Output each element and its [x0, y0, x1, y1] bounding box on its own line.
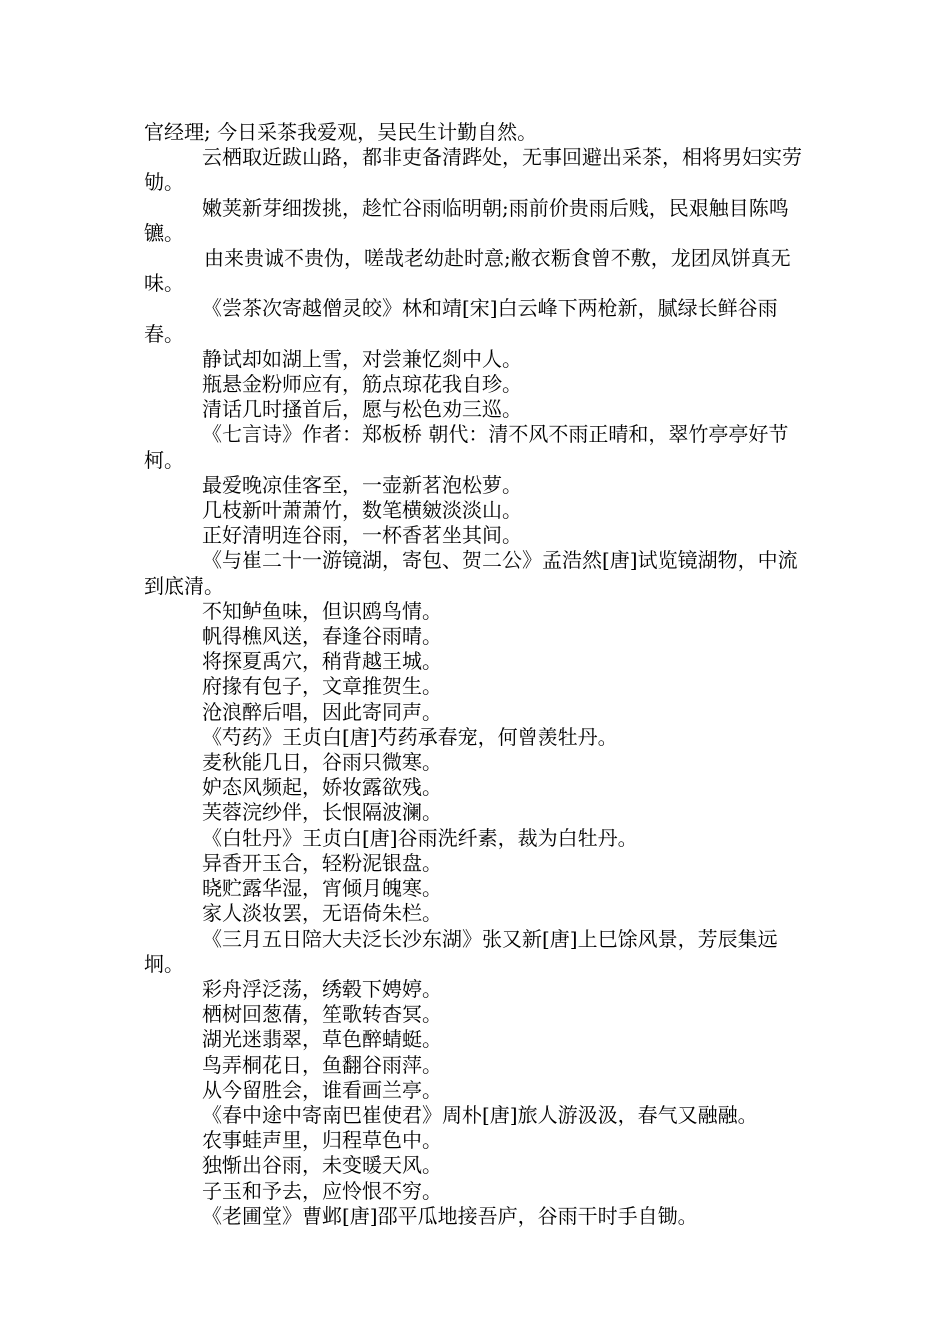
poem-line: 不知鲈鱼味，但识鸥鸟情。	[202, 598, 442, 623]
poem-line: 沧浪醉后唱，因此寄同声。	[202, 699, 442, 724]
paragraph: 嫩荚新芽细拨挑，趁忙谷雨临明朝;雨前价贵雨后贱，民艰触目陈鸣镳。	[144, 195, 789, 245]
poem-line: 麦秋能几日，谷雨只微寒。	[202, 750, 442, 775]
paragraph: 由来贵诚不贵伪，嗟哉老幼赴时意;敝衣粝食曾不敷，龙团凤饼真无味。	[144, 246, 791, 296]
paragraph: 云栖取近跋山路，都非吏备清跸处，无事回避出采茶，相将男妇实劳劬。	[144, 145, 802, 195]
poem-line: 最爱晚凉佳客至，一壶新茗泡松萝。	[202, 472, 522, 497]
poem-heading: 《尝茶次寄越僧灵皎》林和靖[宋]白云峰下两枪新，腻绿长鲜谷雨春。	[144, 296, 778, 346]
poem-heading: 《与崔二十一游镜湖，寄包、贺二公》孟浩然[唐]试览镜湖物，中流到底清。	[144, 548, 798, 598]
poem-line: 从今留胜会，谁看画兰亭。	[202, 1077, 442, 1102]
poem-heading: 《三月五日陪大夫泛长沙东湖》张又新[唐]上巳馀风景，芳辰集远坰。	[144, 926, 778, 976]
poem-line: 异香开玉合，轻粉泥银盘。	[202, 850, 442, 875]
poem-heading: 《七言诗》作者：郑板桥 朝代：清不风不雨正晴和，翠竹亭亭好节柯。	[144, 422, 789, 472]
poem-line: 家人淡妆罢，无语倚朱栏。	[202, 901, 442, 926]
poem-line: 几枝新叶萧萧竹，数笔横皴淡淡山。	[202, 498, 522, 523]
poem-line: 晓贮露华湿，宵倾月魄寒。	[202, 876, 442, 901]
poem-line: 独惭出谷雨，未变暖天风。	[202, 1153, 442, 1178]
poem-line: 湖光迷翡翠，草色醉蜻蜓。	[202, 1027, 442, 1052]
poem-line: 妒态风频起，娇妆露欲残。	[202, 775, 442, 800]
poem-line: 府掾有包子，文章推贺生。	[202, 674, 442, 699]
poem-line: 清话几时搔首后，愿与松色劝三巡。	[202, 397, 522, 422]
poem-line: 农事蛙声里，归程草色中。	[202, 1128, 442, 1153]
poem-line: 子玉和予去，应怜恨不穷。	[202, 1178, 442, 1203]
document-body	[144, 120, 816, 1229]
poem-line: 正好清明连谷雨，一杯香茗坐其间。	[202, 523, 522, 548]
poem-heading: 《春中途中寄南巴崔使君》周朴[唐]旅人游汲汲，春气又融融。	[202, 1102, 758, 1127]
poem-heading: 《芍药》王贞白[唐]芍药承春宠，何曾羡牡丹。	[202, 724, 618, 749]
poem-line: 瓶悬金粉师应有，筋点琼花我自珍。	[202, 372, 522, 397]
paragraph: 官经理; 今日采茶我爱观，吴民生计勤自然。	[144, 120, 538, 144]
poem-line: 芙蓉浣纱伴，长恨隔波澜。	[202, 800, 442, 825]
poem-line: 帆得樵风送，春逢谷雨晴。	[202, 624, 442, 649]
poem-line: 栖树回葱蒨，笙歌转杳冥。	[202, 1002, 442, 1027]
poem-line: 静试却如湖上雪，对尝兼忆剡中人。	[202, 346, 522, 371]
poem-heading: 《白牡丹》王贞白[唐]谷雨洗纤素，裁为白牡丹。	[202, 825, 638, 850]
poem-line: 鸟弄桐花日，鱼翻谷雨萍。	[202, 1052, 442, 1077]
poem-heading: 《老圃堂》曹邺[唐]邵平瓜地接吾庐，谷雨干时手自锄。	[202, 1203, 698, 1228]
poem-line: 彩舟浮泛荡，绣毂下娉婷。	[202, 976, 442, 1001]
poem-line: 将探夏禹穴，稍背越王城。	[202, 649, 442, 674]
